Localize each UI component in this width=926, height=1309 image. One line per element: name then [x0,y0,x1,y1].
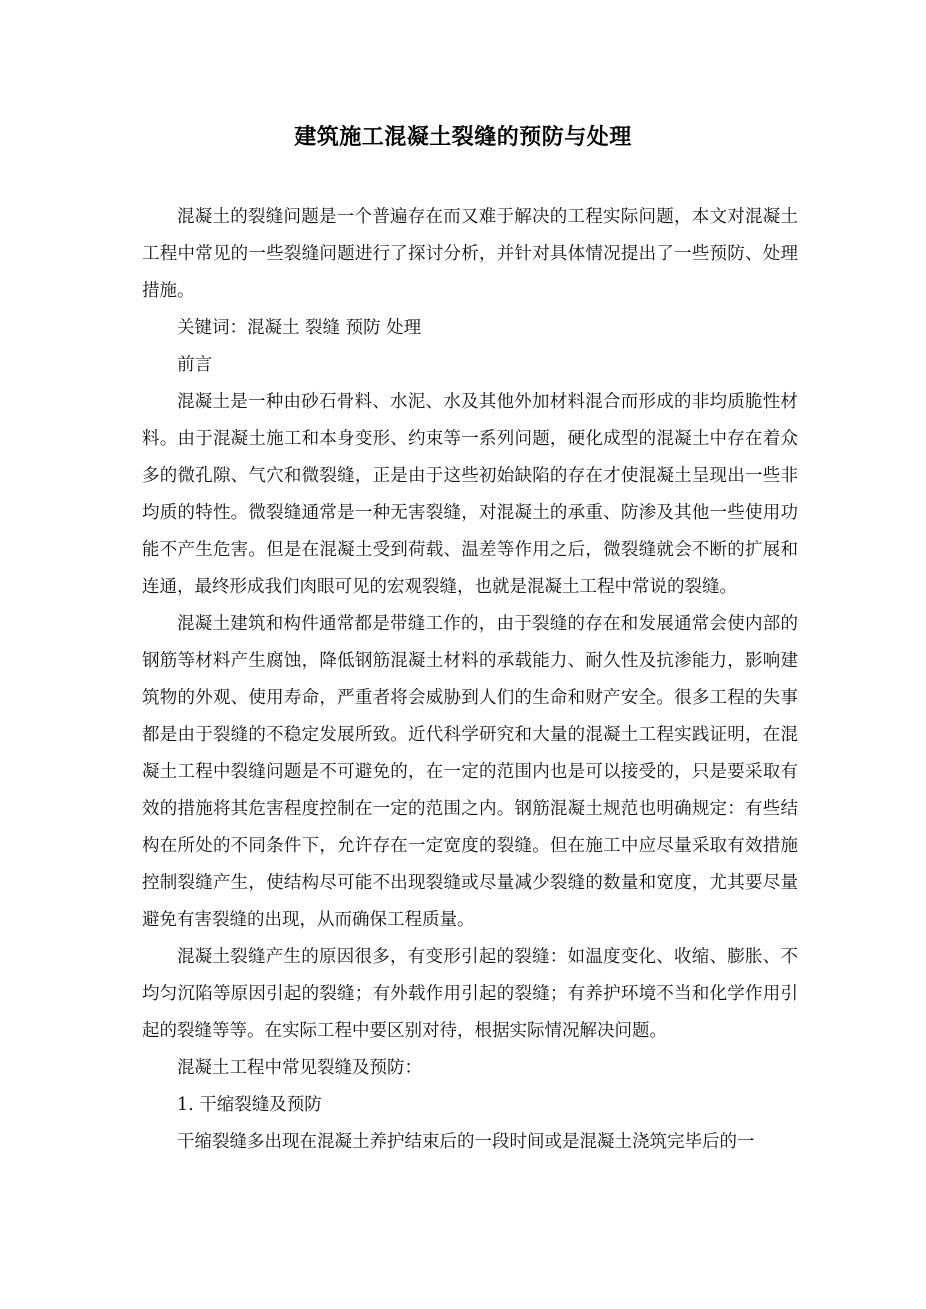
document-title: 建筑施工混凝土裂缝的预防与处理 [294,124,632,150]
document-body [142,199,798,1161]
body-paragraph: 混凝土裂缝产生的原因很多，有变形引起的裂缝：如温度变化、收缩、膨胀、不均匀沉陷等原因引起的裂缝；有外载作用引起的裂缝；有养护环境不当和化学作用引起的裂缝等等。在实际工程中要区别对待，根据实际情况解决问题。 [142,947,798,1041]
body-paragraph: 混凝土建筑和构件通常都是带缝工作的，由于裂缝的存在和发展通常会使内部的钢筋等材料产生腐蚀，降低钢筋混凝土材料的承载能力、耐久性及抗渗能力，影响建筑物的外观、使用寿命，严重者将会威胁到人们的生命和财产安全。很多工程的失事都是由于裂缝的不稳定发展所致。近代科学研究和大量的混凝土工程实践证明，在混凝土工程中裂缝问题是不可避免的，在一定的范围内也是可以接受的，只是要采取有效的措施将其危害程度控制在一定的范围之内。钢筋混凝土规范也明确规定：有些结构在所处的不同条件下，允许存在一定宽度的裂缝。但在施工中应尽量采取有效措施控制裂缝产生，使结构尽可能不出现裂缝或尽量减少裂缝的数量和宽度，尤其要尽量避免有害裂缝的出现，从而确保工程质量。 [142,614,798,930]
section-heading: 混凝土工程中常见裂缝及预防： [177,1058,422,1078]
body-paragraph-partial: 干缩裂缝多出现在混凝土养护结束后的一段时间或是混凝土浇筑完毕后的一 [177,1132,755,1152]
preface-heading: 前言 [177,355,212,375]
keywords-line: 关键词：混凝土 裂缝 预防 处理 [177,318,422,338]
body-paragraph: 混凝土是一种由砂石骨料、水泥、水及其他外加材料混合而形成的非均质脆性材料。由于混凝土施工和本身变形、约束等一系列问题，硬化成型的混凝土中存在着众多的微孔隙、气穴和微裂缝，正是由于这些初始缺陷的存在才使混凝土呈现出一些非均质的特性。微裂缝通常是一种无害裂缝，对混凝土的承重、防渗及其他一些使用功能不产生危害。但是在混凝土受到荷载、温差等作用之后，微裂缝就会不断的扩展和连通，最终形成我们肉眼可见的宏观裂缝，也就是混凝土工程中常说的裂缝。 [142,392,798,597]
abstract-paragraph: 混凝土的裂缝问题是一个普遍存在而又难于解决的工程实际问题，本文对混凝土工程中常见的一些裂缝问题进行了探讨分析，并针对具体情况提出了一些预防、处理措施。 [142,207,798,301]
subsection-heading: 1. 干缩裂缝及预防 [177,1095,322,1115]
